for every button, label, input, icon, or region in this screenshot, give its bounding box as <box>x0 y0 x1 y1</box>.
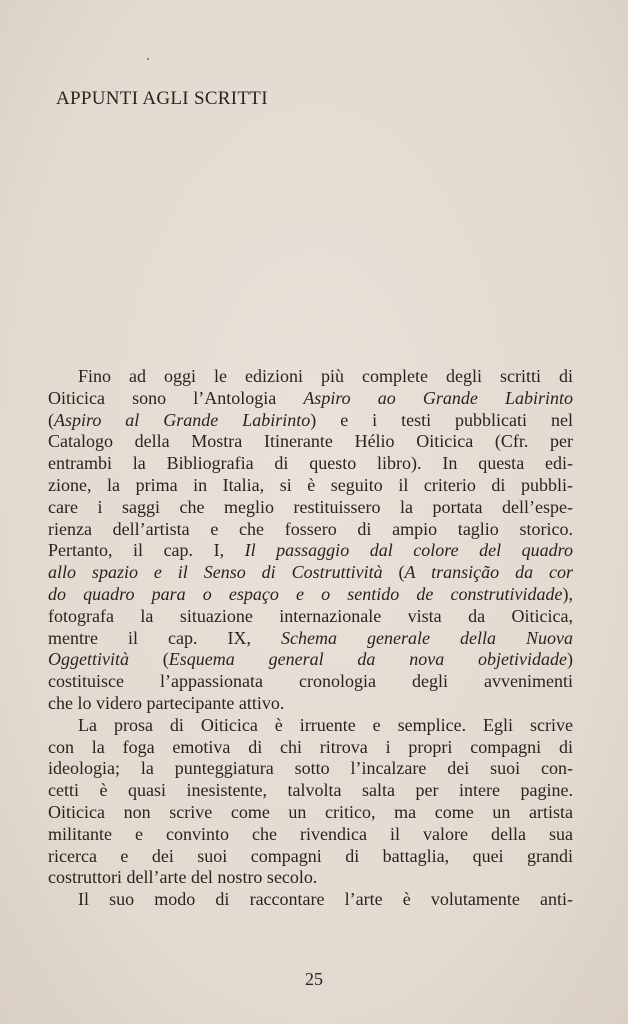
text-line: allo spazio e il Senso di Costruttività (A transição da cor <box>48 562 574 583</box>
text-line: ideologia; la punteggiatura sotto l’incalzare dei suoi con- <box>48 758 573 779</box>
text-line: costruttori dell’arte del nostro secolo. <box>48 867 318 888</box>
text-line: costituisce l’appassionata cronologia degli avvenimenti <box>48 671 573 692</box>
text-line: do quadro para o espaço e o sentido de construtividade), <box>48 583 573 604</box>
text-line: Oggettività (Esquema general da nova objetividade) <box>48 649 573 670</box>
text-line: Fino ad oggi le edizioni più complete degli scritti di <box>78 366 573 386</box>
text-line: mentre il cap. IX, Schema generale della Nuova <box>48 627 573 648</box>
page-number: 25 <box>305 969 323 989</box>
text-line: entrambi la Bibliografia di questo libro). In questa edi- <box>48 453 573 474</box>
text-line: Oiticica non scrive come un critico, ma come un artista <box>48 801 573 822</box>
text-line: che lo videro partecipante attivo. <box>48 692 285 713</box>
text-line: zione, la prima in Italia, si è seguito il criterio di pubbli- <box>48 474 573 495</box>
text-line: La prosa di Oiticica è irruente e semplice. Egli scrive <box>78 714 573 735</box>
text-line: Oiticica sono l’Antologia Aspiro ao Grande Labirinto <box>48 387 573 408</box>
chapter-heading: APPUNTI AGLI SCRITTI <box>56 88 268 109</box>
text-line: ricerca e dei suoi compagni di battaglia, quei grandi <box>48 845 573 866</box>
text-line: militante e convinto che rivendica il valore della sua <box>48 823 573 844</box>
body-text <box>48 366 573 911</box>
text-line: (Aspiro al Grande Labirinto) e i testi pubblicati nel <box>48 409 573 430</box>
text-line: care i saggi che meglio restituissero la portata dell’espe- <box>48 496 573 517</box>
text-line: con la foga emotiva di chi ritrova i propri compagni di <box>48 736 573 757</box>
text-line: Catalogo della Mostra Itinerante Hélio Oiticica (Cfr. per <box>48 431 573 452</box>
text-line: Il suo modo di raccontare l’arte è volutamente anti- <box>78 889 573 910</box>
text-line: rienza dell’artista e che fossero di ampio taglio storico. <box>48 518 573 539</box>
page-speck <box>147 58 149 60</box>
text-line: Pertanto, il cap. I, Il passaggio dal colore del quadro <box>48 540 573 561</box>
text-line: cetti è quasi inesistente, talvolta salta per intere pagine. <box>48 780 573 801</box>
text-line: fotografa la situazione internazionale vista da Oiticica, <box>48 605 573 626</box>
